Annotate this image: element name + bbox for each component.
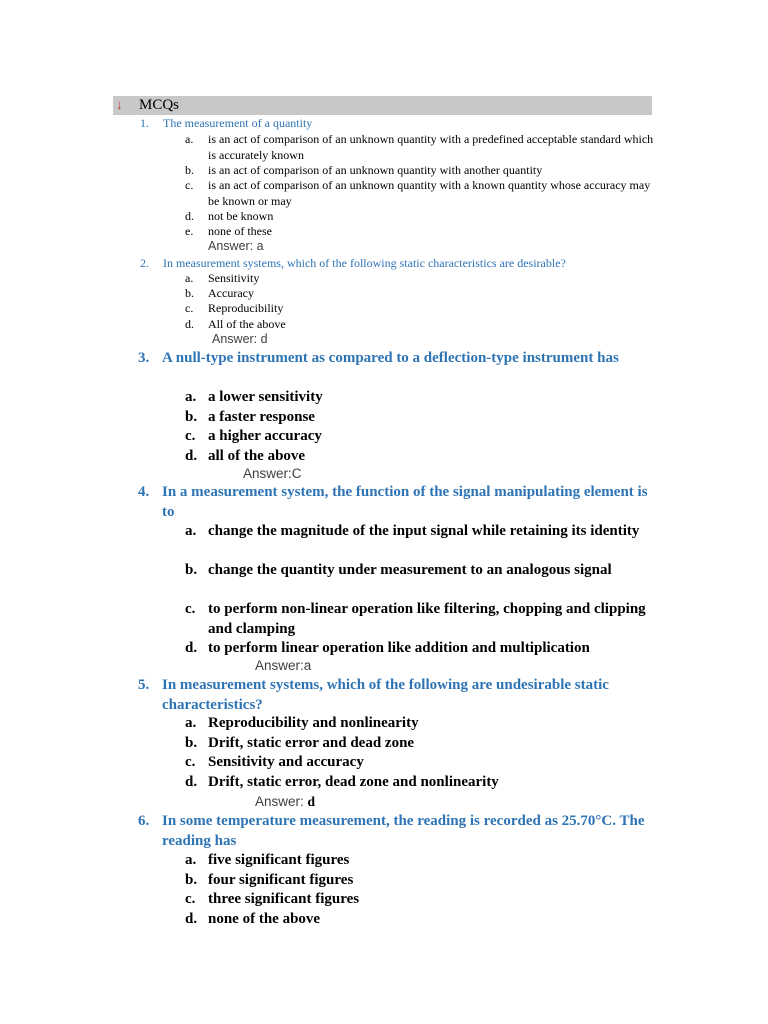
option-letter: d. [185, 640, 198, 656]
question-text: The measurement of a quantity [163, 116, 313, 130]
question-text: In measurement systems, which of the following are undesirable static characteristics? [162, 677, 609, 713]
answer-label: Answer: [255, 794, 304, 809]
answer-text: Answer:a [255, 658, 312, 673]
option-letter: d. [185, 911, 198, 927]
question-number: 2. [140, 256, 149, 270]
question-text: In some temperature measurement, the reading is recorded as 25.70°C. The reading has [162, 813, 645, 849]
option-text: is an act of comparison of an unknown quantity with a predefined acceptable standard which is accurately known [208, 132, 654, 162]
option-letter: a. [185, 132, 194, 146]
option-text: five significant figures [208, 852, 350, 868]
question-number: 3. [138, 350, 150, 366]
option-letter: e. [185, 224, 194, 238]
option-text: a faster response [208, 409, 315, 425]
option-text: a higher accuracy [208, 428, 322, 444]
answer-text: Answer:C [243, 466, 302, 481]
option-letter: c. [185, 891, 196, 907]
option-letter: d. [185, 317, 194, 331]
option-text: Reproducibility and nonlinearity [208, 715, 419, 731]
option-text: not be known [208, 209, 274, 223]
option-text: change the magnitude of the input signal while retaining its identity [208, 523, 640, 539]
option-letter: a. [185, 852, 197, 868]
option-text: to perform linear operation like addition and multiplication [208, 640, 590, 656]
question-number: 1. [140, 116, 149, 130]
option-letter: b. [185, 286, 194, 300]
option-letter: b. [185, 735, 198, 751]
option-letter: b. [185, 409, 198, 425]
option-letter: c. [185, 428, 196, 444]
option-text: all of the above [208, 448, 306, 464]
option-letter: b. [185, 562, 198, 578]
option-text: Accuracy [208, 286, 254, 300]
option-letter: c. [185, 754, 196, 770]
option-text: none of these [208, 224, 272, 238]
option-letter: d. [185, 448, 198, 464]
option-text: to perform non-linear operation like filtering, chopping and clipping and clamping [208, 601, 646, 637]
option-letter: a. [185, 271, 194, 285]
option-text: four significant figures [208, 872, 354, 888]
question-number: 6. [138, 813, 150, 829]
down-arrow-icon: ↓ [116, 97, 123, 112]
answer-text [255, 794, 315, 810]
option-text: Reproducibility [208, 301, 284, 315]
option-text: three significant figures [208, 891, 360, 907]
question-number: 4. [138, 484, 150, 500]
option-letter: b. [185, 872, 198, 888]
question-text: In a measurement system, the function of the signal manipulating element is to [162, 484, 648, 520]
option-letter: b. [185, 163, 194, 177]
section-header [113, 96, 652, 115]
option-text: Drift, static error, dead zone and nonlinearity [208, 774, 499, 790]
option-text: a lower sensitivity [208, 389, 323, 405]
answer-text: Answer: a [208, 239, 264, 253]
question-text: In measurement systems, which of the following static characteristics are desirable? [163, 256, 566, 270]
option-letter: d. [185, 209, 194, 223]
question-text: A null-type instrument as compared to a deflection-type instrument has [162, 350, 619, 366]
option-letter: d. [185, 774, 198, 790]
option-letter: a. [185, 389, 197, 405]
option-text: is an act of comparison of an unknown quantity with another quantity [208, 163, 543, 177]
option-text: All of the above [208, 317, 286, 331]
option-text: Drift, static error and dead zone [208, 735, 415, 751]
option-letter: c. [185, 601, 196, 617]
answer-text: Answer: d [212, 332, 268, 346]
option-text: change the quantity under measurement to an analogous signal [208, 562, 612, 578]
option-text: Sensitivity and accuracy [208, 754, 364, 770]
option-letter: a. [185, 715, 197, 731]
option-letter: c. [185, 178, 194, 192]
option-letter: c. [185, 301, 194, 315]
option-text: Sensitivity [208, 271, 260, 285]
option-letter: a. [185, 523, 197, 539]
question-number: 5. [138, 677, 150, 693]
option-text: none of the above [208, 911, 321, 927]
option-text: is an act of comparison of an unknown quantity with a known quantity whose accuracy may be known or may [208, 178, 651, 208]
answer-value: d [307, 794, 316, 809]
section-title: MCQs [139, 97, 180, 113]
